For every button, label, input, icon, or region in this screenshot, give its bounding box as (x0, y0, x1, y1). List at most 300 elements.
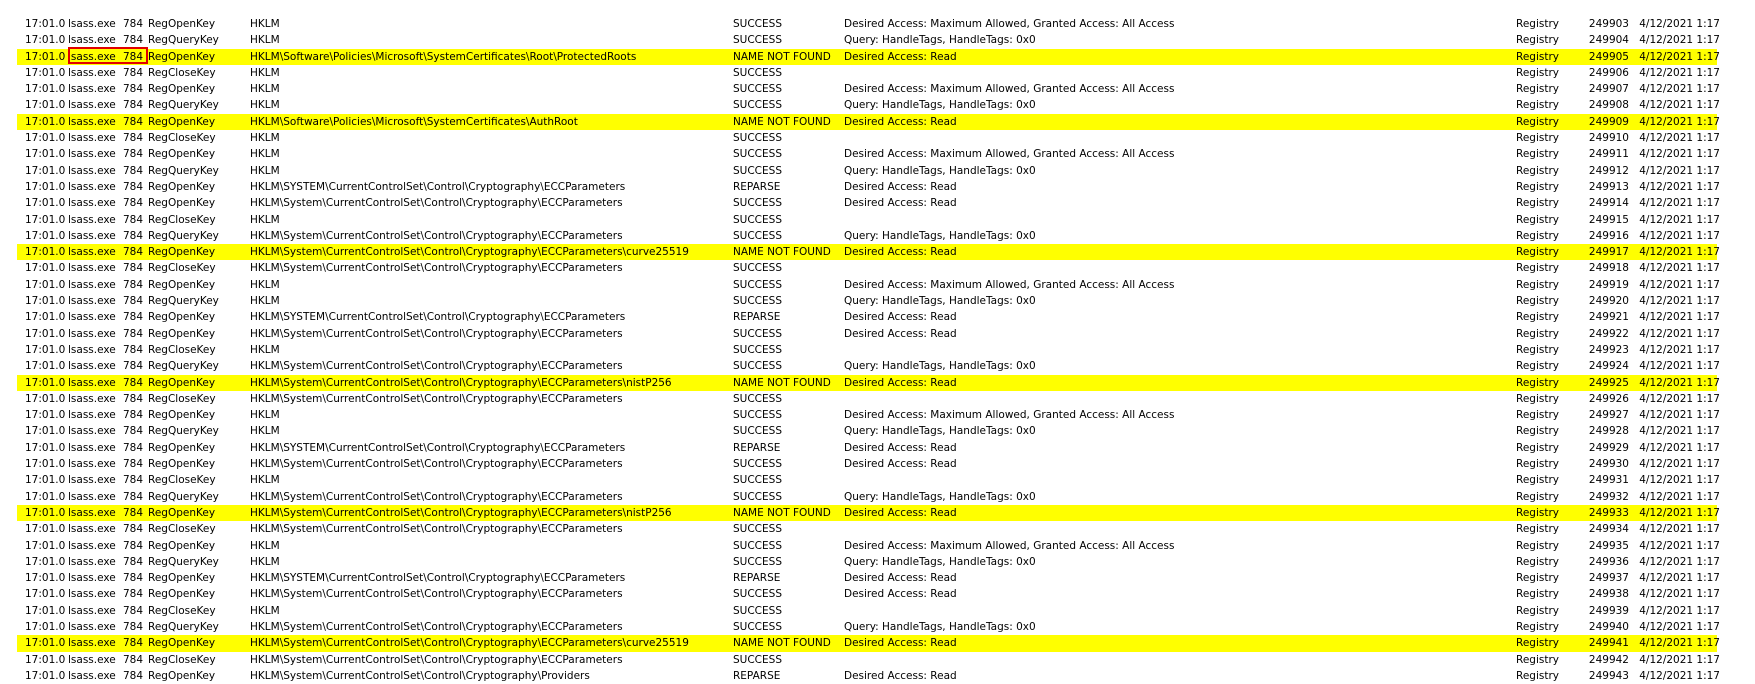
cell-process: lsass.exe (68, 604, 116, 617)
cell-pid: 784 (122, 588, 143, 601)
cell-sequence: 249916 (1588, 229, 1629, 242)
cell-date: 4/12/2021 1:17 (1639, 180, 1720, 193)
cell-category: Registry (1516, 669, 1559, 682)
cell-category: Registry (1516, 213, 1559, 226)
cell-category: Registry (1516, 132, 1559, 145)
cell-detail: Desired Access: Maximum Allowed, Granted Access: All Access (844, 148, 1175, 161)
cell-path: HKLM\System\CurrentControlSet\Control\Cryptography\ECCParameters (250, 327, 623, 340)
cell-operation: RegOpenKey (148, 148, 216, 161)
table-row[interactable] (17, 489, 1720, 505)
cell-time: 17:01.0 (25, 197, 66, 210)
cell-sequence: 249935 (1588, 539, 1629, 552)
table-row[interactable] (17, 586, 1720, 602)
cell-result: SUCCESS (733, 474, 782, 487)
cell-path: HKLM\System\CurrentControlSet\Control\Cryptography\ECCParameters (250, 523, 623, 536)
table-row[interactable] (17, 81, 1720, 97)
cell-result: SUCCESS (733, 262, 782, 275)
cell-result: SUCCESS (733, 343, 782, 356)
cell-process: lsass.exe (68, 637, 116, 650)
cell-sequence: 249939 (1588, 604, 1629, 617)
cell-path: HKLM\System\CurrentControlSet\Control\Cryptography\ECCParameters (250, 620, 623, 633)
cell-path: HKLM (250, 604, 280, 617)
cell-process: lsass.exe (68, 180, 116, 193)
cell-result: SUCCESS (733, 425, 782, 438)
cell-time: 17:01.0 (25, 637, 66, 650)
cell-pid: 784 (122, 572, 143, 585)
cell-category: Registry (1516, 50, 1559, 63)
cell-operation: RegQueryKey (148, 229, 219, 242)
cell-process: lsass.exe (68, 164, 116, 177)
cell-detail: Query: HandleTags, HandleTags: 0x0 (844, 490, 1036, 503)
cell-detail: Desired Access: Maximum Allowed, Granted Access: All Access (844, 278, 1175, 291)
cell-result: SUCCESS (733, 360, 782, 373)
cell-process: lsass.exe (68, 327, 116, 340)
cell-result: REPARSE (733, 669, 781, 682)
cell-pid: 784 (122, 409, 143, 422)
table-row[interactable] (17, 554, 1720, 570)
cell-category: Registry (1516, 83, 1559, 96)
table-row[interactable] (17, 309, 1720, 325)
cell-operation: RegOpenKey (148, 115, 216, 128)
cell-time: 17:01.0 (25, 669, 66, 682)
cell-result: NAME NOT FOUND (733, 246, 831, 259)
cell-detail: Desired Access: Read (844, 50, 957, 63)
cell-time: 17:01.0 (25, 278, 66, 291)
cell-operation: RegOpenKey (148, 588, 216, 601)
table-row[interactable] (17, 456, 1720, 472)
cell-pid: 784 (122, 229, 143, 242)
cell-result: SUCCESS (733, 327, 782, 340)
cell-time: 17:01.0 (25, 34, 66, 47)
cell-process: lsass.exe (68, 441, 116, 454)
cell-operation: RegOpenKey (148, 246, 216, 259)
cell-time: 17:01.0 (25, 474, 66, 487)
cell-pid: 784 (122, 50, 143, 63)
cell-result: REPARSE (733, 180, 781, 193)
table-row[interactable] (17, 114, 1720, 130)
cell-path: HKLM\SYSTEM\CurrentControlSet\Control\Cryptography\ECCParameters (250, 441, 626, 454)
cell-operation: RegCloseKey (148, 392, 216, 405)
cell-sequence: 249904 (1588, 34, 1629, 47)
cell-time: 17:01.0 (25, 572, 66, 585)
cell-pid: 784 (122, 180, 143, 193)
table-row[interactable] (17, 358, 1720, 374)
table-row[interactable] (17, 635, 1720, 651)
cell-path: HKLM\SYSTEM\CurrentControlSet\Control\Cryptography\ECCParameters (250, 180, 626, 193)
cell-path: HKLM (250, 343, 280, 356)
cell-result: SUCCESS (733, 148, 782, 161)
cell-sequence: 249938 (1588, 588, 1629, 601)
cell-operation: RegOpenKey (148, 327, 216, 340)
cell-category: Registry (1516, 34, 1559, 47)
cell-pid: 784 (122, 555, 143, 568)
cell-sequence: 249943 (1588, 669, 1629, 682)
cell-detail: Desired Access: Read (844, 115, 957, 128)
cell-category: Registry (1516, 392, 1559, 405)
cell-process: lsass.exe (68, 311, 116, 324)
cell-pid: 784 (122, 246, 143, 259)
cell-category: Registry (1516, 588, 1559, 601)
cell-time: 17:01.0 (25, 409, 66, 422)
cell-process: lsass.exe (68, 115, 116, 128)
cell-time: 17:01.0 (25, 180, 66, 193)
cell-date: 4/12/2021 1:17 (1639, 197, 1720, 210)
cell-time: 17:01.0 (25, 425, 66, 438)
cell-process: lsass.exe (68, 262, 116, 275)
cell-pid: 784 (122, 34, 143, 47)
cell-path: HKLM (250, 164, 280, 177)
cell-result: SUCCESS (733, 409, 782, 422)
cell-time: 17:01.0 (25, 262, 66, 275)
table-row[interactable] (17, 16, 1720, 32)
cell-pid: 784 (122, 392, 143, 405)
cell-operation: RegOpenKey (148, 278, 216, 291)
table-row[interactable] (17, 472, 1720, 488)
cell-time: 17:01.0 (25, 50, 66, 63)
cell-result: SUCCESS (733, 604, 782, 617)
cell-category: Registry (1516, 197, 1559, 210)
table-row[interactable] (17, 505, 1720, 521)
cell-process: lsass.exe (68, 523, 116, 536)
cell-operation: RegOpenKey (148, 409, 216, 422)
cell-operation: RegCloseKey (148, 66, 216, 79)
cell-result: SUCCESS (733, 66, 782, 79)
cell-operation: RegCloseKey (148, 343, 216, 356)
cell-process: lsass.exe (68, 588, 116, 601)
cell-path: HKLM\System\CurrentControlSet\Control\Cryptography\ECCParameters (250, 229, 623, 242)
cell-path: HKLM (250, 213, 280, 226)
cell-pid: 784 (122, 506, 143, 519)
cell-sequence: 249910 (1588, 132, 1629, 145)
cell-category: Registry (1516, 555, 1559, 568)
cell-time: 17:01.0 (25, 229, 66, 242)
cell-pid: 784 (122, 425, 143, 438)
cell-pid: 784 (122, 376, 143, 389)
cell-sequence: 249912 (1588, 164, 1629, 177)
cell-date: 4/12/2021 1:17 (1639, 458, 1720, 471)
cell-process: lsass.exe (68, 197, 116, 210)
table-row[interactable] (17, 179, 1720, 195)
cell-process: lsass.exe (68, 343, 116, 356)
cell-process: lsass.exe (68, 490, 116, 503)
table-row[interactable] (17, 97, 1720, 113)
cell-sequence: 249919 (1588, 278, 1629, 291)
cell-category: Registry (1516, 653, 1559, 666)
table-row[interactable] (17, 521, 1720, 537)
table-row[interactable] (17, 260, 1720, 276)
table-row[interactable] (17, 603, 1720, 619)
cell-sequence: 249930 (1588, 458, 1629, 471)
cell-time: 17:01.0 (25, 18, 66, 30)
cell-result: NAME NOT FOUND (733, 506, 831, 519)
cell-operation: RegCloseKey (148, 604, 216, 617)
cell-date: 4/12/2021 1:17 (1639, 115, 1720, 128)
table-row[interactable] (17, 375, 1720, 391)
table-row[interactable] (17, 326, 1720, 342)
cell-detail: Query: HandleTags, HandleTags: 0x0 (844, 295, 1036, 308)
cell-operation: RegOpenKey (148, 311, 216, 324)
cell-result: NAME NOT FOUND (733, 637, 831, 650)
cell-pid: 784 (122, 360, 143, 373)
cell-result: SUCCESS (733, 229, 782, 242)
cell-category: Registry (1516, 458, 1559, 471)
cell-detail: Desired Access: Read (844, 506, 957, 519)
cell-category: Registry (1516, 376, 1559, 389)
event-log-table (17, 16, 1720, 684)
cell-detail: Desired Access: Read (844, 246, 957, 259)
cell-operation: RegOpenKey (148, 18, 216, 30)
table-row[interactable] (17, 440, 1720, 456)
cell-operation: RegOpenKey (148, 637, 216, 650)
cell-category: Registry (1516, 425, 1559, 438)
cell-sequence: 249915 (1588, 213, 1629, 226)
cell-path: HKLM (250, 148, 280, 161)
cell-path: HKLM\System\CurrentControlSet\Control\Cryptography\ECCParameters (250, 197, 623, 210)
cell-category: Registry (1516, 262, 1559, 275)
cell-detail: Desired Access: Read (844, 327, 957, 340)
table-row[interactable] (17, 293, 1720, 309)
cell-category: Registry (1516, 572, 1559, 585)
cell-result: SUCCESS (733, 278, 782, 291)
cell-category: Registry (1516, 360, 1559, 373)
cell-operation: RegOpenKey (148, 669, 216, 682)
cell-operation: RegOpenKey (148, 441, 216, 454)
cell-operation: RegOpenKey (148, 506, 216, 519)
cell-process: lsass.exe (68, 474, 116, 487)
cell-detail: Desired Access: Read (844, 197, 957, 210)
cell-result: SUCCESS (733, 458, 782, 471)
cell-date: 4/12/2021 1:17 (1639, 213, 1720, 226)
cell-operation: RegCloseKey (148, 653, 216, 666)
cell-date: 4/12/2021 1:17 (1639, 490, 1720, 503)
cell-sequence: 249941 (1588, 637, 1629, 650)
cell-path: HKLM (250, 555, 280, 568)
cell-time: 17:01.0 (25, 441, 66, 454)
cell-date: 4/12/2021 1:17 (1639, 164, 1720, 177)
cell-detail: Query: HandleTags, HandleTags: 0x0 (844, 34, 1036, 47)
cell-category: Registry (1516, 343, 1559, 356)
cell-date: 4/12/2021 1:17 (1639, 506, 1720, 519)
cell-sequence: 249931 (1588, 474, 1629, 487)
cell-path: HKLM\System\CurrentControlSet\Control\Cryptography\Providers (250, 669, 590, 682)
cell-process: lsass.exe (68, 50, 116, 63)
table-row[interactable] (17, 244, 1720, 260)
cell-pid: 784 (122, 474, 143, 487)
cell-date: 4/12/2021 1:17 (1639, 409, 1720, 422)
table-row[interactable] (17, 619, 1720, 635)
cell-process: lsass.exe (68, 360, 116, 373)
cell-time: 17:01.0 (25, 66, 66, 79)
cell-sequence: 249909 (1588, 115, 1629, 128)
cell-pid: 784 (122, 343, 143, 356)
cell-process: lsass.exe (68, 132, 116, 145)
cell-date: 4/12/2021 1:17 (1639, 441, 1720, 454)
cell-result: SUCCESS (733, 653, 782, 666)
table-row[interactable] (17, 652, 1720, 668)
cell-operation: RegQueryKey (148, 164, 219, 177)
cell-time: 17:01.0 (25, 213, 66, 226)
table-row[interactable] (17, 130, 1720, 146)
cell-pid: 784 (122, 311, 143, 324)
cell-sequence: 249907 (1588, 83, 1629, 96)
table-row[interactable] (17, 49, 1720, 65)
cell-process: lsass.exe (68, 555, 116, 568)
cell-category: Registry (1516, 295, 1559, 308)
table-row[interactable] (17, 146, 1720, 162)
table-row[interactable] (17, 32, 1720, 48)
cell-category: Registry (1516, 539, 1559, 552)
table-row[interactable] (17, 163, 1720, 179)
cell-date: 4/12/2021 1:17 (1639, 311, 1720, 324)
cell-process: lsass.exe (68, 34, 116, 47)
cell-time: 17:01.0 (25, 148, 66, 161)
cell-date: 4/12/2021 1:17 (1639, 474, 1720, 487)
cell-time: 17:01.0 (25, 588, 66, 601)
cell-date: 4/12/2021 1:17 (1639, 604, 1720, 617)
cell-pid: 784 (122, 458, 143, 471)
cell-date: 4/12/2021 1:17 (1639, 653, 1720, 666)
table-row[interactable] (17, 277, 1720, 293)
cell-result: SUCCESS (733, 392, 782, 405)
table-row[interactable] (17, 342, 1720, 358)
table-row[interactable] (17, 195, 1720, 211)
cell-time: 17:01.0 (25, 295, 66, 308)
cell-operation: RegOpenKey (148, 50, 216, 63)
cell-date: 4/12/2021 1:17 (1639, 246, 1720, 259)
cell-time: 17:01.0 (25, 490, 66, 503)
cell-result: SUCCESS (733, 213, 782, 226)
cell-detail: Desired Access: Read (844, 669, 957, 682)
cell-process: lsass.exe (68, 458, 116, 471)
cell-category: Registry (1516, 474, 1559, 487)
cell-path: HKLM\System\CurrentControlSet\Control\Cryptography\ECCParameters (250, 490, 623, 503)
cell-date: 4/12/2021 1:17 (1639, 327, 1720, 340)
cell-operation: RegCloseKey (148, 262, 216, 275)
cell-result: SUCCESS (733, 523, 782, 536)
cell-pid: 784 (122, 262, 143, 275)
cell-result: SUCCESS (733, 295, 782, 308)
cell-date: 4/12/2021 1:17 (1639, 539, 1720, 552)
cell-operation: RegQueryKey (148, 555, 219, 568)
cell-date: 4/12/2021 1:17 (1639, 425, 1720, 438)
table-row[interactable] (17, 65, 1720, 81)
cell-process: lsass.exe (68, 669, 116, 682)
cell-operation: RegOpenKey (148, 83, 216, 96)
cell-detail: Desired Access: Read (844, 588, 957, 601)
cell-sequence: 249936 (1588, 555, 1629, 568)
table-row[interactable] (17, 228, 1720, 244)
cell-path: HKLM (250, 474, 280, 487)
table-row[interactable] (17, 212, 1720, 228)
cell-path: HKLM (250, 34, 280, 47)
cell-sequence: 249925 (1588, 376, 1629, 389)
cell-result: SUCCESS (733, 588, 782, 601)
cell-detail: Desired Access: Read (844, 637, 957, 650)
cell-date: 4/12/2021 1:17 (1639, 278, 1720, 291)
cell-date: 4/12/2021 1:17 (1639, 18, 1720, 30)
cell-category: Registry (1516, 99, 1559, 112)
cell-date: 4/12/2021 1:17 (1639, 34, 1720, 47)
cell-result: SUCCESS (733, 132, 782, 145)
cell-category: Registry (1516, 229, 1559, 242)
cell-time: 17:01.0 (25, 653, 66, 666)
cell-process: lsass.exe (68, 620, 116, 633)
cell-path: HKLM (250, 539, 280, 552)
cell-date: 4/12/2021 1:17 (1639, 588, 1720, 601)
table-row[interactable] (17, 391, 1720, 407)
table-row[interactable] (17, 423, 1720, 439)
cell-operation: RegOpenKey (148, 197, 216, 210)
cell-time: 17:01.0 (25, 392, 66, 405)
cell-date: 4/12/2021 1:17 (1639, 572, 1720, 585)
cell-category: Registry (1516, 327, 1559, 340)
cell-time: 17:01.0 (25, 555, 66, 568)
cell-result: SUCCESS (733, 18, 782, 30)
cell-category: Registry (1516, 246, 1559, 259)
cell-result: NAME NOT FOUND (733, 376, 831, 389)
cell-date: 4/12/2021 1:17 (1639, 343, 1720, 356)
cell-detail: Desired Access: Read (844, 441, 957, 454)
cell-date: 4/12/2021 1:17 (1639, 262, 1720, 275)
cell-process: lsass.exe (68, 278, 116, 291)
cell-time: 17:01.0 (25, 506, 66, 519)
cell-category: Registry (1516, 66, 1559, 79)
cell-date: 4/12/2021 1:17 (1639, 620, 1720, 633)
cell-category: Registry (1516, 523, 1559, 536)
cell-path: HKLM\System\CurrentControlSet\Control\Cryptography\ECCParameters (250, 262, 623, 275)
table-row[interactable] (17, 538, 1720, 554)
cell-category: Registry (1516, 620, 1559, 633)
cell-time: 17:01.0 (25, 376, 66, 389)
cell-process: lsass.exe (68, 229, 116, 242)
table-row[interactable] (17, 407, 1720, 423)
cell-pid: 784 (122, 66, 143, 79)
cell-category: Registry (1516, 148, 1559, 161)
cell-process: lsass.exe (68, 392, 116, 405)
cell-result: REPARSE (733, 572, 781, 585)
cell-sequence: 249937 (1588, 572, 1629, 585)
cell-sequence: 249918 (1588, 262, 1629, 275)
cell-sequence: 249911 (1588, 148, 1629, 161)
cell-sequence: 249920 (1588, 295, 1629, 308)
cell-date: 4/12/2021 1:17 (1639, 392, 1720, 405)
cell-process: lsass.exe (68, 409, 116, 422)
cell-result: SUCCESS (733, 34, 782, 47)
cell-category: Registry (1516, 490, 1559, 503)
cell-detail: Query: HandleTags, HandleTags: 0x0 (844, 229, 1036, 242)
cell-date: 4/12/2021 1:17 (1639, 229, 1720, 242)
table-row[interactable] (17, 570, 1720, 586)
cell-pid: 784 (122, 637, 143, 650)
cell-operation: RegQueryKey (148, 425, 219, 438)
cell-result: SUCCESS (733, 539, 782, 552)
cell-detail: Desired Access: Maximum Allowed, Granted Access: All Access (844, 83, 1175, 96)
cell-result: SUCCESS (733, 555, 782, 568)
cell-process: lsass.exe (68, 539, 116, 552)
cell-pid: 784 (122, 115, 143, 128)
cell-date: 4/12/2021 1:17 (1639, 555, 1720, 568)
cell-operation: RegQueryKey (148, 34, 219, 47)
table-row[interactable] (17, 668, 1720, 684)
cell-time: 17:01.0 (25, 458, 66, 471)
cell-path: HKLM (250, 66, 280, 79)
cell-path: HKLM\Software\Policies\Microsoft\SystemCertificates\Root\ProtectedRoots (250, 50, 637, 63)
cell-result: SUCCESS (733, 164, 782, 177)
cell-path: HKLM\SYSTEM\CurrentControlSet\Control\Cryptography\ECCParameters (250, 572, 626, 585)
cell-result: SUCCESS (733, 197, 782, 210)
cell-category: Registry (1516, 441, 1559, 454)
cell-sequence: 249905 (1588, 50, 1629, 63)
